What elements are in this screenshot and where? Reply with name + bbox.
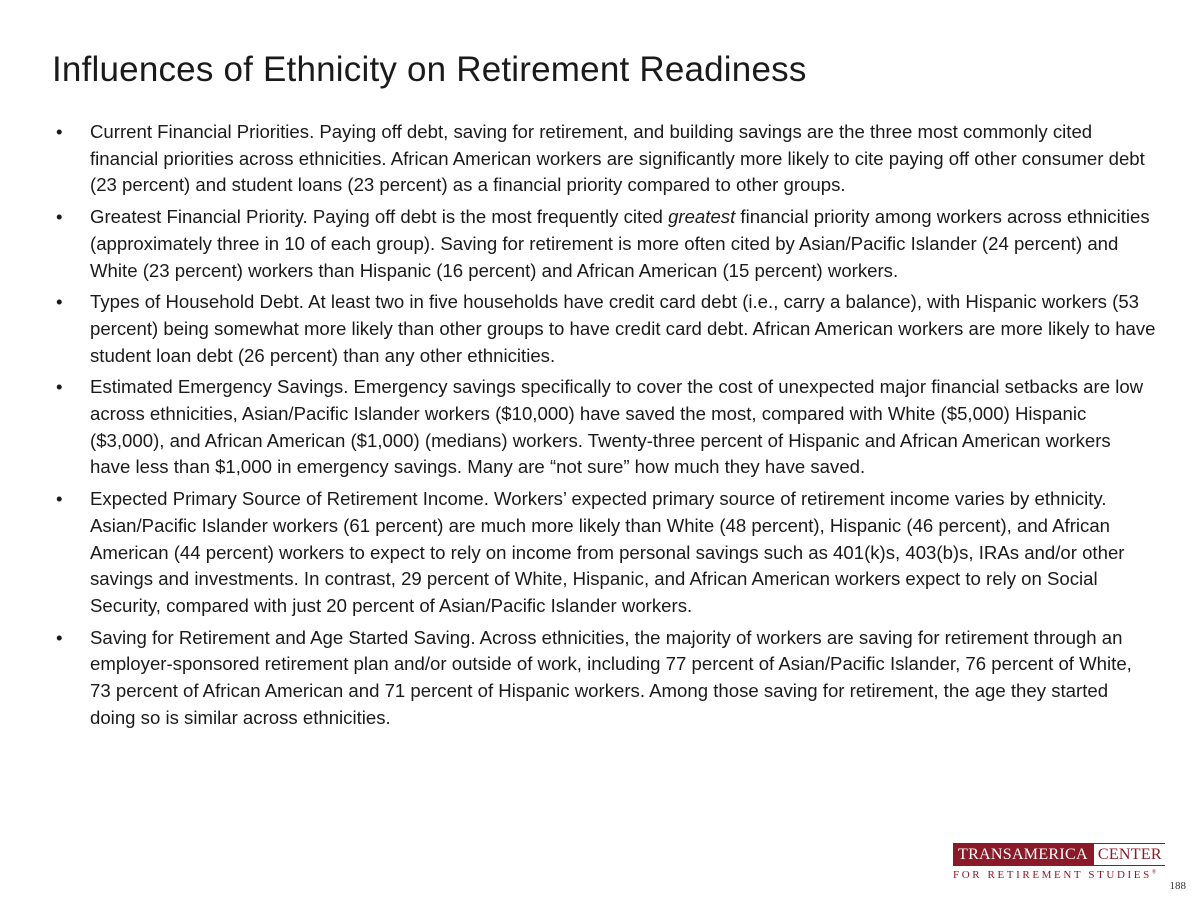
bullet-item <box>56 289 1156 369</box>
bullet-list <box>56 119 1156 736</box>
bullet-item <box>56 374 1156 481</box>
bullet-dot: • <box>56 206 63 228</box>
bullet-emphasis: greatest <box>668 206 736 228</box>
bullet-dot: • <box>56 376 63 398</box>
bullet-text: Expected Primary Source of Retirement Income. Workers’ expected primary source of retirement income varies by ethnicity. Asian/Pacific Islander workers (61 percent) are much more likely than White (48 percent), Hispanic (46 percent), and African American (44 percent) workers to expect to rely on income from personal savings such as 401(k)s, 403(b)s, IRAs and/or other savings and investments. In contrast, 29 percent of White, Hispanic, and African American workers expect to rely on Social Security, compared with just 20 percent of Asian/Pacific Islander workers. <box>90 488 1125 616</box>
bullet-dot: • <box>56 121 63 142</box>
bullet-text: Estimated Emergency Savings. Emergency savings specifically to cover the cost of unexpected major financial setbacks are low across ethnicities, Asian/Pacific Islander workers ($10,000) have saved the most, compared with White ($5,000) Hispanic ($3,000), and African American ($1,000) (medians) workers. Twenty-three percent of Hispanic and African American workers have less than $1,000 in emergency savings. Many are “not sure” how much they have saved. <box>90 376 1144 478</box>
logo-brand-text: TRANSAMERICA <box>954 844 1094 865</box>
bullet-text-after: financial priority among workers across ethnicities (approximately three in 10 of each group). Saving for retirement is more often cited by Asian/Pacific Islander (24 percent) and White (23 percent) workers than Hispanic (16 percent) and African American (15 percent) workers. <box>90 206 1150 281</box>
bullet-dot: • <box>56 291 63 313</box>
slide-title: Influences of Ethnicity on Retirement Readiness <box>52 50 807 89</box>
transamerica-logo <box>953 843 1165 881</box>
bullet-item <box>56 119 1156 199</box>
bullet-item <box>56 486 1156 620</box>
bullet-item <box>56 625 1156 732</box>
logo-wordmark <box>953 843 1165 866</box>
bullet-text-before: Greatest Financial Priority. Paying off debt is the most frequently cited <box>90 206 669 228</box>
logo-subtitle-text: FOR RETIREMENT STUDIES <box>953 869 1152 881</box>
logo-subtitle <box>953 869 1165 881</box>
bullet-text: Current Financial Priorities. Paying off debt, saving for retirement, and building savings are the three most commonly cited financial priorities across ethnicities. African American workers are significantly more likely to cite paying off other consumer debt (23 percent) and student loans (23 percent) as a financial priority compared to other groups. <box>90 121 1145 196</box>
page-number: 188 <box>1169 880 1186 892</box>
bullet-dot: • <box>56 626 63 648</box>
registered-mark: ® <box>1151 869 1157 876</box>
bullet-text: Saving for Retirement and Age Started Saving. Across ethnicities, the majority of workers are saving for retirement through an employer-sponsored retirement plan and/or outside of work, including 77 percent of Asian/Pacific Islander, 76 percent of White, 73 percent of African American and 71 percent of Hispanic workers. Among those saving for retirement, the age they started doing so is similar across ethnicities. <box>90 626 1132 728</box>
logo-center-text: CENTER <box>1094 844 1166 865</box>
bullet-item <box>56 204 1156 284</box>
bullet-text: Types of Household Debt. At least two in five households have credit card debt (i.e., carry a balance), with Hispanic workers (53 percent) being somewhat more likely than other groups to have credit card debt. African American workers are more likely to have student loan debt (26 percent) than any other ethnicities. <box>90 291 1156 366</box>
bullet-dot: • <box>56 488 63 510</box>
